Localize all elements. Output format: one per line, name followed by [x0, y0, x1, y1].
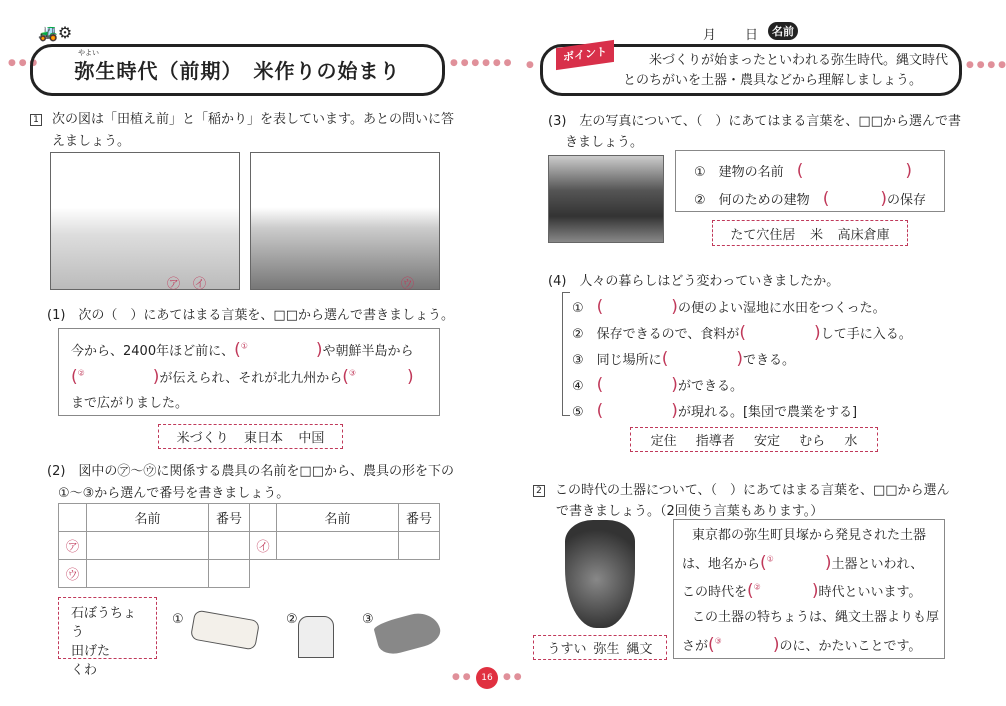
item-number: ④: [572, 379, 584, 394]
item-text: できる。: [742, 353, 795, 368]
marker-u: ㋒: [401, 277, 415, 292]
item-text: 保存できるので、食料が: [596, 327, 740, 342]
item-text: 同じ場所に: [596, 353, 662, 368]
choice: 米づくり: [176, 431, 229, 446]
answer-blank[interactable]: ( ): [596, 401, 678, 421]
tool-kuwa-image: [298, 616, 334, 658]
tool-stone-knife-image: [373, 608, 444, 657]
vehicle-tools-icon: 🚜⚙: [38, 23, 73, 42]
decorative-dots: ●: [526, 60, 534, 70]
item-label: 建物の名前: [718, 165, 784, 180]
fill-in-box-5: [673, 519, 945, 659]
answer-blank[interactable]: (② ): [71, 367, 160, 387]
text: や朝鮮半島から: [322, 344, 414, 359]
text: まで広がりました。: [71, 396, 189, 411]
illustration-harvest: [250, 152, 440, 290]
row-label: ㋑: [250, 532, 277, 560]
choice: 水: [844, 434, 858, 449]
question-line: で書きましょう。（2回使う言葉もあります。）: [556, 504, 824, 519]
decorative-dots: ● ●: [503, 672, 522, 682]
header: 名前: [277, 504, 399, 532]
answer-blank[interactable]: ( ): [596, 375, 678, 395]
item-number: ⑤: [572, 405, 584, 420]
list-item: [572, 344, 795, 369]
choice: 田げた: [71, 644, 111, 659]
answer-blank[interactable]: (① ): [760, 553, 832, 573]
decorative-dots: ● ●: [452, 672, 471, 682]
date-month-label: 月: [703, 28, 717, 43]
choice: うすい: [547, 642, 587, 657]
choice: むら: [799, 434, 826, 449]
subquestion-4: (4) 人々の暮らしはどう変わっていきましたか。: [548, 274, 840, 289]
answer-blank[interactable]: (② ): [747, 581, 819, 601]
question-number: 1: [30, 114, 42, 126]
answer-blank[interactable]: ( ): [661, 349, 743, 369]
page-title: 弥生時代（前期） 米作りの始まり: [30, 44, 445, 96]
subquestion-3: (3) 左の写真について、（ ）にあてはまる言葉を、□□から選んで書: [548, 114, 961, 129]
word-choices-2: [58, 597, 157, 678]
question-line: えましょう。: [52, 134, 131, 149]
name-label: 名前: [768, 22, 798, 40]
choice: たて穴住居: [730, 227, 796, 243]
header: 名前: [87, 504, 209, 532]
tool-tageta-image: [190, 609, 260, 650]
answer-blank[interactable]: (① ): [234, 340, 323, 360]
answer-blank[interactable]: ( ): [596, 297, 678, 317]
item-number: ①: [694, 165, 706, 180]
illustration-before-planting: [50, 152, 240, 290]
header: 番号: [209, 504, 250, 532]
choice: 高床倉庫: [837, 227, 890, 243]
choice: 安定: [753, 434, 780, 449]
fill-in-box-3: [675, 150, 945, 212]
item-number: ③: [572, 353, 584, 368]
item-text: ができる。: [677, 379, 743, 394]
header: [250, 504, 277, 532]
text: が伝えられ、それが北九州から: [159, 371, 343, 386]
item-label: 何のための建物: [718, 193, 810, 208]
answer-cell[interactable]: [87, 532, 209, 560]
point-text: 米づくりが始まったといわれる弥生時代。縄文時代: [649, 53, 949, 68]
choice: 定住: [650, 434, 677, 449]
page-number: 16: [476, 667, 498, 689]
answer-blank[interactable]: ( ): [739, 323, 821, 343]
choice: 中国: [298, 431, 325, 446]
word-choices-1: [158, 424, 343, 449]
tool-label: ③: [362, 612, 374, 627]
question-line: この時代の土器について、（ ）にあてはまる言葉を、□□から選ん: [555, 483, 950, 498]
point-flag: ポイント: [556, 40, 614, 70]
word-choices-3: [712, 220, 908, 246]
text: 東京都の弥生町貝塚から発見された土器: [692, 528, 927, 543]
subquestion-2-line: ①～③から選んで番号を書きましょう。: [58, 486, 290, 501]
subquestion-2: (2) 図中の㋐～㋒に関係する農具の名前を□□から、農具の形を下の: [47, 464, 454, 479]
list-item: [572, 370, 743, 395]
question-2-text: [533, 479, 950, 498]
bracket: [562, 292, 570, 416]
list-item: [572, 396, 857, 421]
question-1-text: [30, 108, 454, 127]
tool-label: ①: [172, 612, 184, 627]
yayoi-pottery-photo: [565, 520, 635, 628]
item-suffix: の保存: [886, 193, 926, 208]
choice: 縄文: [626, 642, 653, 657]
item-number: ②: [572, 327, 584, 342]
text: この時代を: [682, 585, 748, 600]
choice: 弥生: [593, 642, 620, 657]
point-text: とのちがいを土器・農具などから理解しましょう。: [623, 73, 923, 88]
decorative-dots: ● ● ● ● ● ●: [450, 58, 512, 68]
list-item: [572, 292, 886, 317]
item-number: ②: [694, 193, 706, 208]
item-text: の便のよい湿地に水田をつくった。: [677, 301, 886, 316]
answer-blank[interactable]: (③ ): [708, 635, 780, 655]
storehouse-photo: [548, 155, 664, 243]
item-number: ①: [572, 301, 584, 316]
decorative-dots: ● ● ●: [8, 58, 38, 68]
text: 今から、2400年ほど前に、: [71, 344, 235, 359]
text: 時代といいます。: [818, 585, 922, 600]
answer-blank[interactable]: ( ): [822, 189, 887, 209]
word-choices-4: [630, 427, 878, 452]
choice: 東日本: [243, 431, 283, 446]
choice: 指導者: [695, 434, 735, 449]
item-text: して手に入る。: [820, 327, 912, 342]
header: [59, 504, 87, 532]
answer-cell[interactable]: [277, 532, 399, 560]
subquestion-3-line: きましょう。: [565, 135, 644, 150]
answer-blank[interactable]: (③ ): [342, 367, 414, 387]
title-ruby: やよい: [78, 49, 99, 57]
row-label: ㋒: [59, 560, 87, 588]
marker-a: ㋐: [167, 277, 181, 292]
text: は、地名から: [682, 557, 761, 572]
text: この土器の特ちょうは、縄文土器よりも厚: [692, 610, 940, 625]
fill-in-box-1: [58, 328, 440, 416]
choice: くわ: [71, 663, 98, 678]
choice: 石ぼうちょう: [71, 606, 137, 640]
text: さが: [682, 639, 709, 654]
list-item: [572, 318, 912, 343]
item-text: が現れる。[集団で農業をする]: [677, 405, 858, 420]
answer-blank[interactable]: ( ): [796, 161, 912, 181]
header: 番号: [399, 504, 440, 532]
question-line: 次の図は「田植え前」と「稲かり」を表しています。あとの問いに答: [52, 112, 454, 127]
tool-label: ②: [286, 612, 298, 627]
marker-i: ㋑: [193, 277, 207, 292]
subquestion-1: (1) 次の（ ）にあてはまる言葉を、□□から選んで書きましょう。: [47, 308, 454, 323]
answer-table: [58, 503, 440, 588]
answer-cell[interactable]: [209, 532, 250, 560]
date-day-label: 日: [745, 28, 759, 43]
decorative-dots: ● ● ● ●: [966, 60, 1006, 70]
question-number: 2: [533, 485, 545, 497]
word-choices-5: [533, 635, 667, 660]
row-label: ㋐: [59, 532, 87, 560]
text: のに、かたいことです。: [779, 639, 922, 654]
answer-cell[interactable]: [399, 532, 440, 560]
answer-cell[interactable]: [87, 560, 209, 588]
answer-cell[interactable]: [209, 560, 250, 588]
text: 土器といわれ、: [831, 557, 924, 572]
choice: 米: [809, 227, 823, 243]
